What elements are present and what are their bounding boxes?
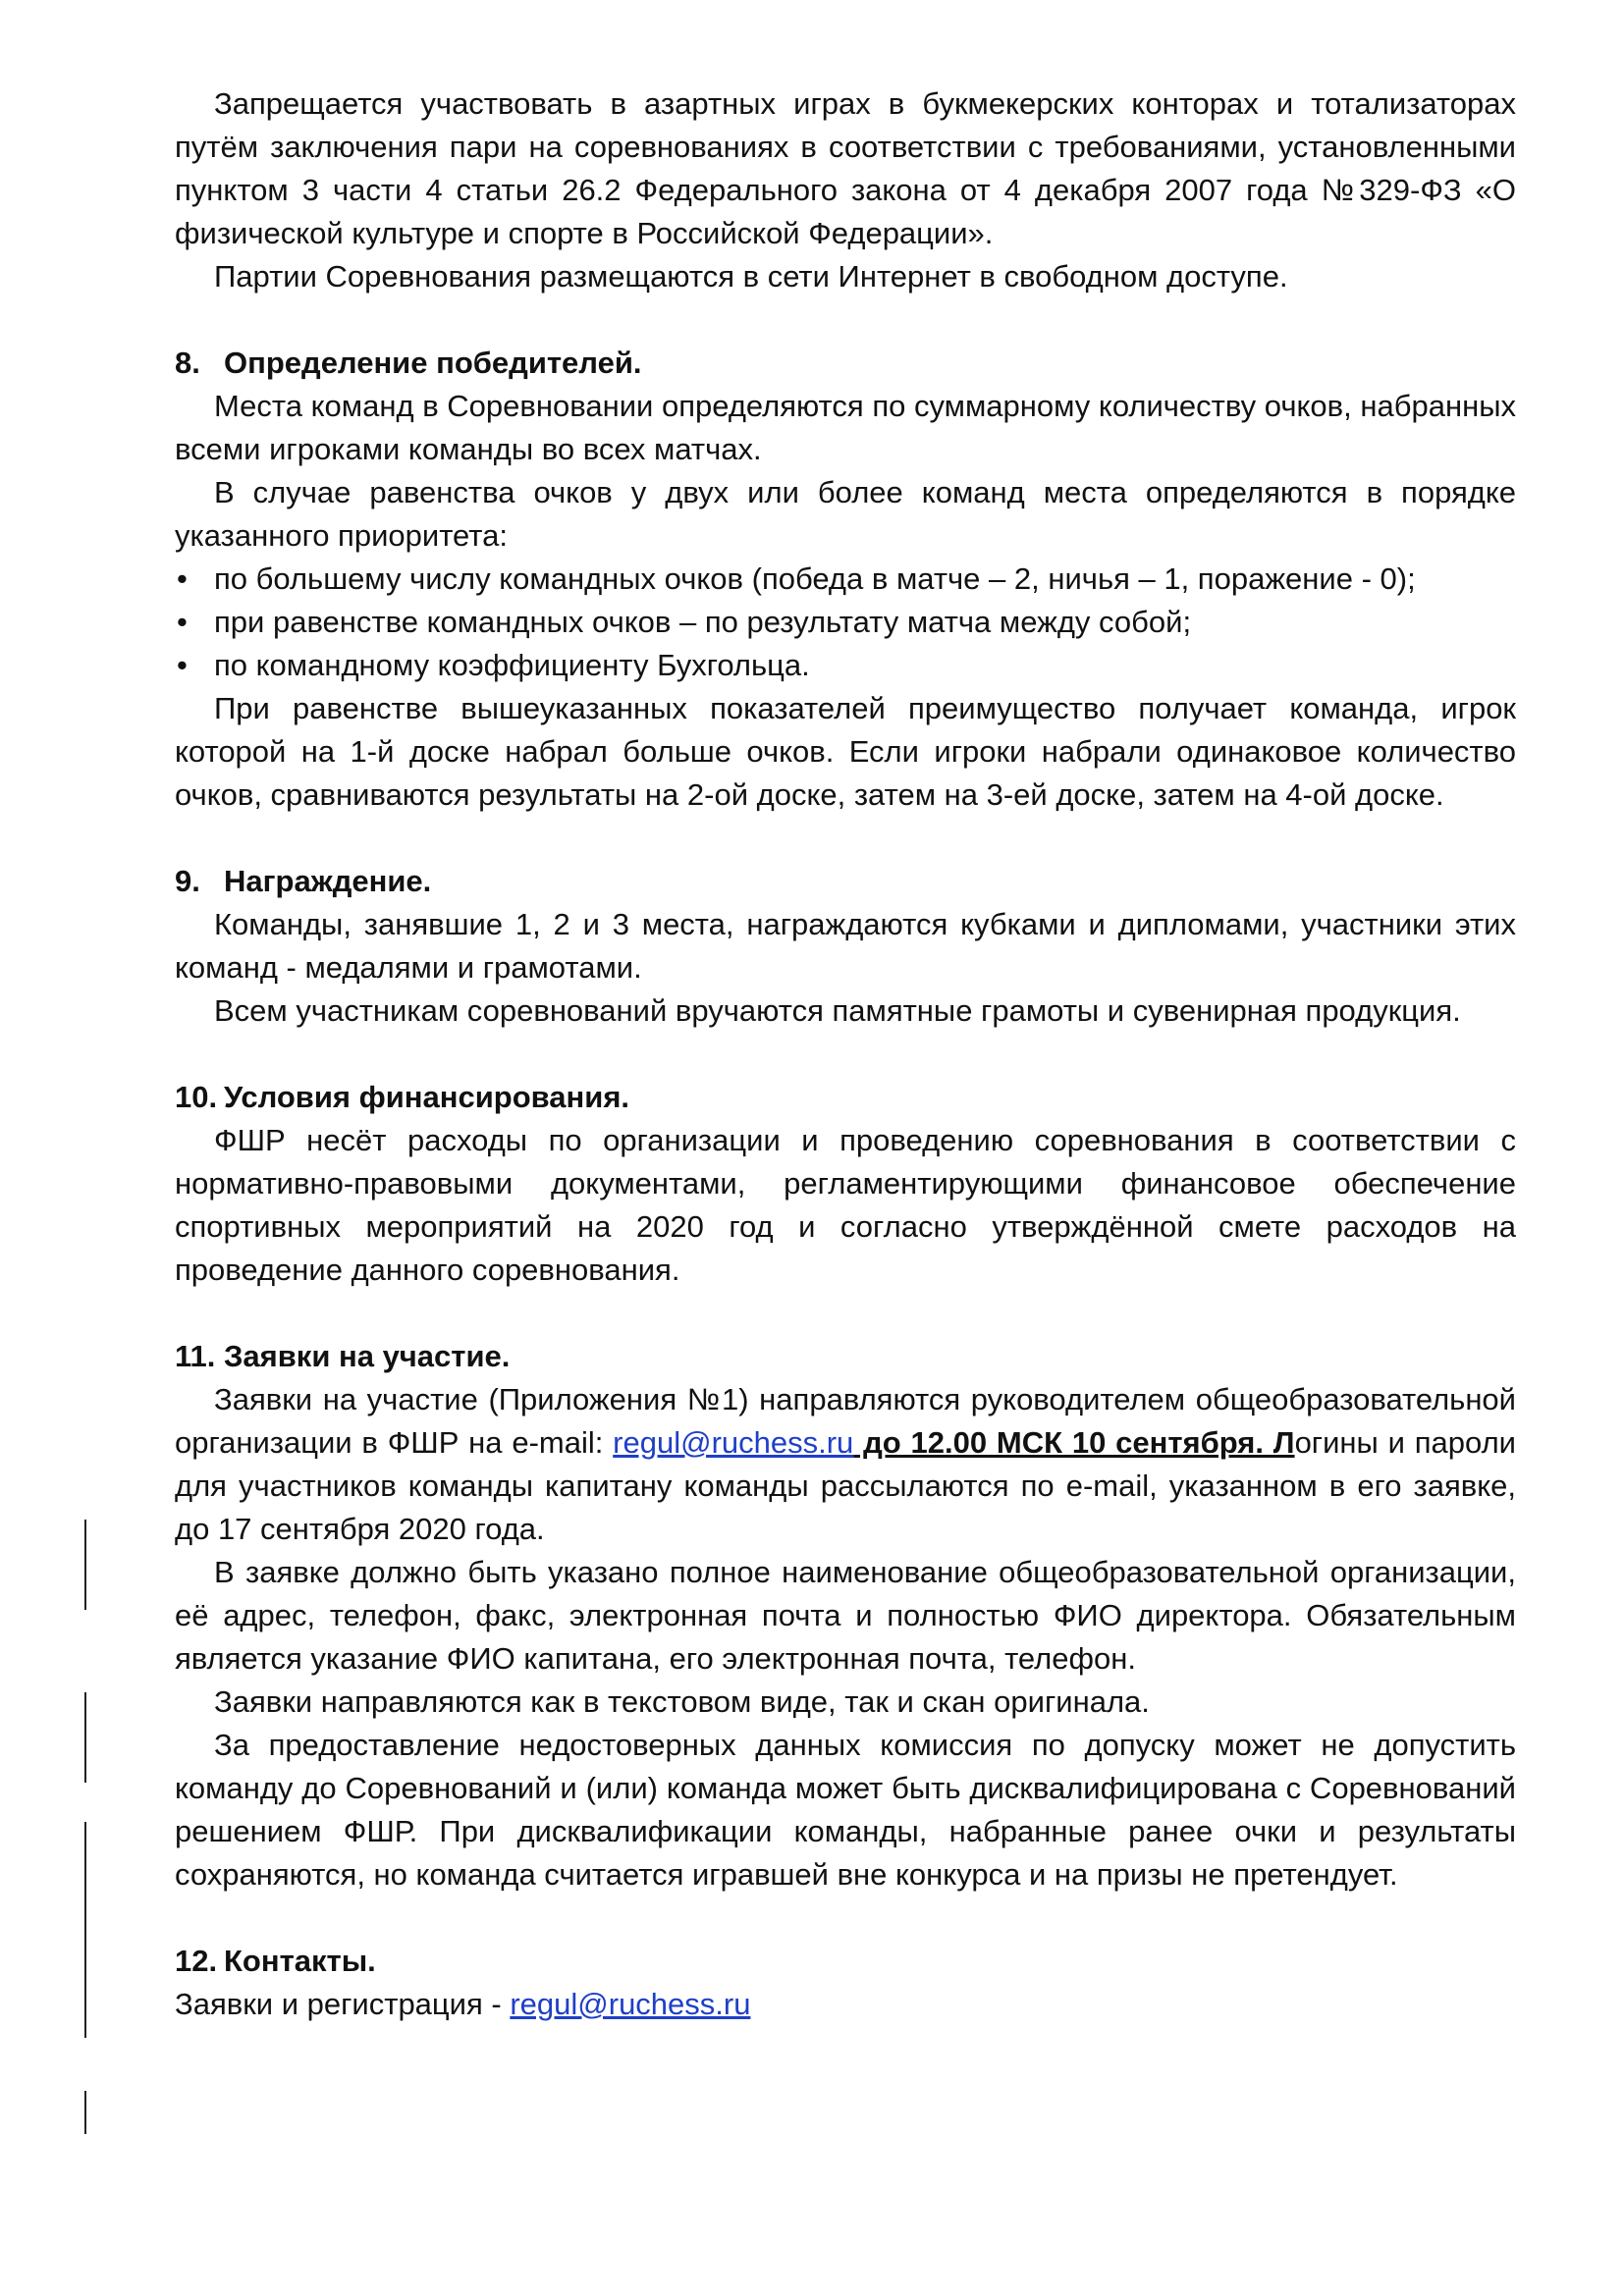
document-page (175, 82, 1516, 2026)
section-title: Определение победителей. (224, 346, 642, 380)
paragraph-text: Заявки на участие (Приложения №1) направляются руководителем общеобразовательной организации в ФШР на e-mail: (175, 1382, 1516, 1460)
paragraph: Заявки направляются как в текстовом виде, так и скан оригинала. (214, 1684, 1150, 1719)
section-number: 9. (175, 864, 200, 898)
section-title: Заявки на участие. (224, 1339, 511, 1373)
email-link[interactable]: regul@ruchess.ru (510, 1987, 751, 2021)
revision-bar (84, 1520, 86, 1610)
list-item-text: по командному коэффициенту Бухгольца. (214, 648, 810, 682)
section-number: 12. (175, 1944, 218, 1978)
section-title: Награждение. (224, 864, 432, 898)
list-item (175, 601, 1516, 644)
section-heading-11 (175, 1335, 1516, 1378)
list-item-text: при равенстве командных очков – по результату матча между собой; (214, 605, 1192, 639)
section-heading-10 (175, 1076, 1516, 1119)
contact-line (175, 1983, 1516, 2026)
paragraph: За предоставление недостоверных данных комиссия по допуску может не допустить команду до Соревнований и (или) команда может быть дисквалифицирована с Соревнований решением ФШР. При дисквалификации команды, набранные ранее очки и результаты сохраняются, но команда считается игравшей вне конкурса и на призы не претендует. (175, 1728, 1516, 1892)
section-heading-9 (175, 860, 1516, 903)
section-title: Контакты. (224, 1944, 376, 1978)
revision-bar (84, 1692, 86, 1783)
bullet-icon: • (177, 605, 188, 639)
bullet-icon: • (177, 648, 188, 682)
paragraph: Запрещается участвовать в азартных играх в букмекерских конторах и тотализаторах путём заключения пари на соревнованиях в соответствии с требованиями, установленными пунктом 3 части 4 статьи 26.2 Федерального закона от 4 декабря 2007 года №329-ФЗ «О физической культуре и спорте в Российской Федерации». (175, 86, 1516, 250)
deadline-text: до 12.00 МСК 10 сентября. Л (853, 1425, 1295, 1460)
section-heading-12 (175, 1940, 1516, 1983)
paragraph: Команды, занявшие 1, 2 и 3 места, награждаются кубками и дипломами, участники этих команд - медалями и грамотами. (175, 907, 1516, 985)
section-title: Условия финансирования. (224, 1080, 630, 1114)
email-link[interactable]: regul@ruchess.ru (613, 1425, 854, 1460)
contact-label: Заявки и регистрация - (175, 1987, 511, 2021)
paragraph: Партии Соревнования размещаются в сети Интернет в свободном доступе. (214, 259, 1288, 294)
paragraph-text: огины и пароли для участников команды капитану команды рассылаются по e-mail, указанном в его заявке, до 17 сентября 2020 года. (175, 1425, 1516, 1546)
section-heading-8 (175, 342, 1516, 385)
paragraph: В заявке должно быть указано полное наименование общеобразовательной организации, её адрес, телефон, факс, электронная почта и полностью ФИО директора. Обязательным является указание ФИО капитана, его электронная почта, телефон. (175, 1555, 1516, 1676)
section-number: 11. (175, 1339, 216, 1373)
paragraph: При равенстве вышеуказанных показателей преимущество получает команда, игрок которой на 1-й доске набрал больше очков. Если игроки набрали одинаковое количество очков, сравниваются результаты на 2-ой доске, затем на 3-ей доске, затем на 4-ой доске. (175, 691, 1516, 812)
revision-bar (84, 1822, 86, 2038)
paragraph: Всем участникам соревнований вручаются памятные грамоты и сувенирная продукция. (214, 993, 1461, 1028)
list-item-text: по большему числу командных очков (победа в матче – 2, ничья – 1, поражение - 0); (214, 561, 1416, 596)
list-item (175, 644, 1516, 687)
bullet-icon: • (177, 561, 188, 596)
paragraph: ФШР несёт расходы по организации и проведению соревнования в соответствии с нормативно-правовыми документами, регламентирующими финансовое обеспечение спортивных мероприятий на 2020 год и согласно утверждённой смете расходов на проведение данного соревнования. (175, 1123, 1516, 1287)
section-number: 10. (175, 1080, 218, 1114)
paragraph (175, 1378, 1516, 1551)
section-number: 8. (175, 346, 200, 380)
list-item (175, 558, 1516, 601)
paragraph: В случае равенства очков у двух или более команд места определяются в порядке указанного приоритета: (175, 475, 1516, 553)
paragraph: Места команд в Соревновании определяются по суммарному количеству очков, набранных всеми игроками команды во всех матчах. (175, 389, 1516, 466)
bullet-list (175, 558, 1516, 687)
revision-bar (84, 2091, 86, 2134)
